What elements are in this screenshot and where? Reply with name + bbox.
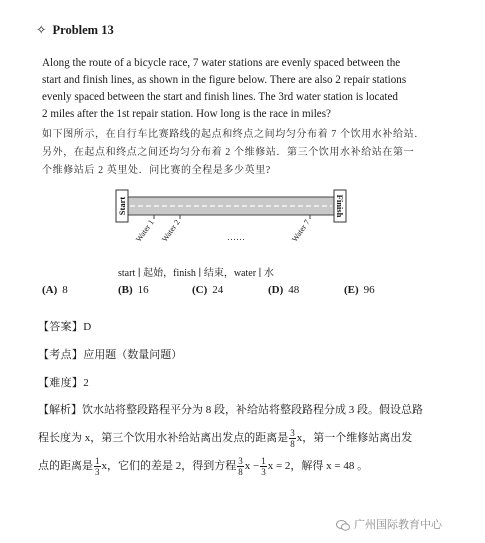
fraction-denominator: 3 bbox=[261, 466, 266, 477]
choice-letter: (C) bbox=[192, 284, 208, 296]
choice-c bbox=[192, 284, 223, 296]
finish-label: Finish bbox=[335, 194, 345, 218]
fraction-numerator: 1 bbox=[95, 455, 100, 466]
fraction-3-8 bbox=[289, 428, 296, 449]
fraction-3-8 bbox=[237, 456, 244, 477]
solution-text: 程长度为 x，第三个饮用水补给站离出发点的距离是 bbox=[38, 432, 289, 444]
answer-label: 【答案】 bbox=[38, 321, 84, 333]
solution-line-1 bbox=[38, 396, 453, 424]
problem-english-text bbox=[42, 55, 442, 123]
english-line: 2 miles after the 1st repair station. How long is the race in miles? bbox=[42, 108, 331, 120]
difficulty-value: 2 bbox=[83, 377, 89, 389]
choice-value: 8 bbox=[62, 284, 68, 296]
race-route-figure bbox=[110, 188, 360, 260]
diamond-marker-icon: ✧ bbox=[36, 23, 47, 37]
solution-line-3 bbox=[38, 452, 453, 480]
difficulty-section bbox=[38, 374, 89, 390]
answer-section bbox=[38, 318, 91, 334]
choice-b bbox=[118, 284, 149, 296]
answer-value: D bbox=[83, 321, 92, 333]
watermark-text: 广州国际教育中心 bbox=[354, 518, 442, 531]
solution-line-2 bbox=[38, 424, 453, 452]
solution-text: x，它们的差是 2，得到方程 bbox=[101, 460, 237, 472]
wechat-icon bbox=[336, 520, 350, 531]
solution-section bbox=[38, 396, 453, 480]
choice-letter: (A) bbox=[42, 284, 58, 296]
solution-text: 点的距离是 bbox=[38, 460, 93, 472]
water-7-label: Water 7 bbox=[289, 217, 312, 244]
water-2-label: Water 2 bbox=[159, 217, 182, 244]
topic-section bbox=[38, 346, 182, 362]
choice-value: 96 bbox=[363, 284, 375, 296]
english-line: evenly spaced between the start and finish lines. The 3rd water station is located bbox=[42, 91, 398, 103]
solution-text: 饮水站将整段路程平分为 8 段，补给站将整段路程分成 3 段。假设总路 bbox=[82, 404, 423, 416]
fraction-numerator: 3 bbox=[290, 427, 295, 438]
choice-letter: (E) bbox=[344, 284, 359, 296]
solution-label: 【解析】 bbox=[38, 404, 82, 416]
figure-legend: start ∣ 起始，finish ∣ 结束，water ∣ 水 bbox=[118, 268, 274, 279]
problem-heading bbox=[36, 22, 114, 38]
chinese-line: 个维修站后 2 英里处．问比赛的全程是多少英里? bbox=[42, 165, 271, 176]
chinese-line: 另外，在起点和终点之间还均匀分布着 2 个维修站．第三个饮用水补给站在第一 bbox=[42, 147, 415, 158]
fraction-1-3 bbox=[94, 456, 101, 477]
topic-label: 【考点】 bbox=[38, 349, 84, 361]
problem-chinese-text bbox=[42, 126, 446, 180]
topic-value: 应用题（数量问题） bbox=[83, 349, 183, 361]
ellipsis: …… bbox=[227, 232, 245, 242]
choice-letter: (B) bbox=[118, 284, 133, 296]
fraction-numerator: 3 bbox=[238, 455, 243, 466]
problem-title: Problem 13 bbox=[52, 23, 114, 37]
fraction-numerator: 1 bbox=[261, 455, 266, 466]
fraction-denominator: 8 bbox=[238, 466, 243, 477]
solution-text: x − bbox=[244, 460, 260, 472]
chinese-line: 如下图所示，在自行车比赛路线的起点和终点之间均匀分布着 7 个饮用水补给站． bbox=[42, 129, 425, 140]
fraction-denominator: 3 bbox=[95, 466, 100, 477]
solution-text: x，第一个维修站离出发 bbox=[296, 432, 413, 444]
choice-a bbox=[42, 284, 68, 296]
difficulty-label: 【难度】 bbox=[38, 377, 84, 389]
english-line: Along the route of a bicycle race, 7 water stations are evenly spaced between the bbox=[42, 57, 401, 69]
choice-e bbox=[344, 284, 375, 296]
choice-letter: (D) bbox=[268, 284, 284, 296]
fraction-1-3 bbox=[260, 456, 267, 477]
choice-value: 48 bbox=[288, 284, 300, 296]
english-line: start and finish lines, as shown in the figure below. There are also 2 repair stations bbox=[42, 74, 407, 86]
fraction-denominator: 8 bbox=[290, 438, 295, 449]
solution-text: x = 2，解得 x = 48 。 bbox=[267, 460, 369, 472]
start-label: Start bbox=[117, 196, 127, 216]
choice-value: 16 bbox=[137, 284, 149, 296]
water-1-label: Water 1 bbox=[133, 217, 156, 244]
choice-d bbox=[268, 284, 299, 296]
choice-value: 24 bbox=[212, 284, 224, 296]
watermark bbox=[336, 516, 442, 532]
